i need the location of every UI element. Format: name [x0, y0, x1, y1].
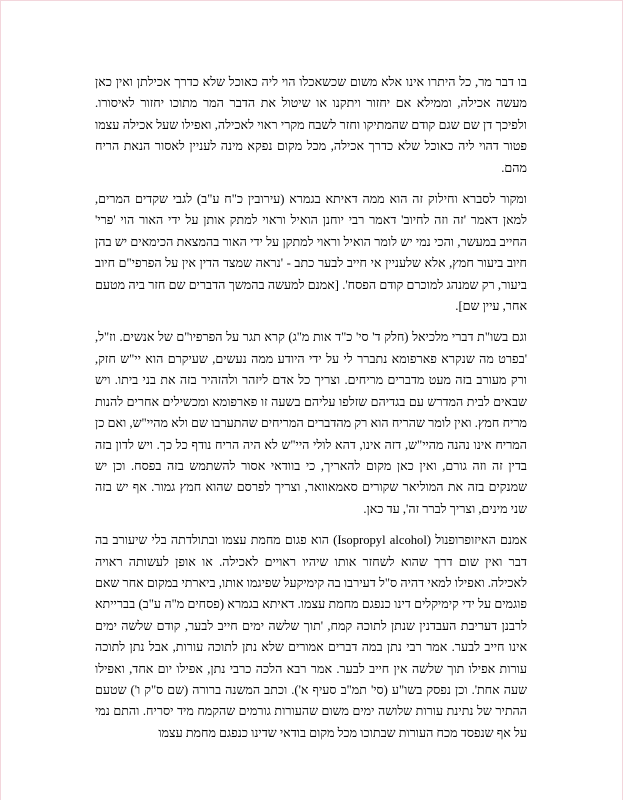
- text-line: אמורים שלא נתן לתוכה עורות, אבל נתן לתוכה עורות אפילו תוך שלשה אין חייב לבער. אמר רבא: [95, 640, 527, 676]
- text-line: כנפגם מחמת עצמו. דאיתא בגמרא (פסחים מ"ה ע"ב) בברייתא לרבנן דעריבת העבדנין שנתן לתוכה: [95, 597, 527, 633]
- text-line: קמח, 'תוך שלשה ימים חייב לבער, קודם שלשה ימים אינו חייב לבער. אמר רבי נתן במה דברים: [95, 618, 527, 655]
- text-line: דהיה ס"ל דעירבו בה קימיקעל שפיגמו אותו, ביארתי במקום אחר שאם פוגמים על ידי קימיקלים דינו: [95, 575, 527, 612]
- paragraph-4: [95, 530, 527, 744]
- text-line: יסריח. והתם נמי על אף שנפסד מכח העורות שבתוכו מכל מקום בודאי שדינו כנפגם מחמת עצמו: [95, 704, 527, 740]
- text-line: מה שנקרא פארפומא נתברר לי על ידי היודע ממה נעשים, שעיקרם הוא יי"ש חזק, ורק מעורב בזה: [95, 351, 527, 388]
- text-line: שום דרך שהוא לשחזר אותו שיהיו ראויים לאכילה. או אופן לעשותה ראויה לאכילה. ואפילו למאי: [95, 554, 527, 590]
- text-line: 'זה וזה לחיוב' דאמר רבי יוחנן הואיל וראוי למתק אותן על ידי האור הוי 'פרי' החייב במעשר, והכי נמי: [95, 213, 527, 249]
- text-line: לולי היי"ש לא היה הריח נודף כל כך. ויש לדון בזה בדין זה וזה גורם, ואין כאן מקום להאריך, כי: [95, 437, 527, 473]
- paragraph-3: [95, 327, 527, 520]
- text-line: [אמנם למעשה בהמשך הדברים שם חזר ביה מטעם אחר, עיין שם].: [95, 277, 527, 314]
- text-line: שהוא חמץ גמור. אף יש בזה שני מינים, וצריך לברר זה', עד כאן.: [95, 480, 527, 516]
- text-line: בגדיהם שזלפו עליהם בשעה זו פארפומא ומכשילים אחרים להנות מריח חמץ. ואין לומר שהריח הוא: [95, 394, 528, 431]
- page-border-top: [0, 0, 623, 1]
- text-line: בו דבר מר, כל היתרו אינו אלא משום שכשאכלו הוי ליה כאוכל שלא כדרך אכילתן ואין כאן מעשה: [95, 75, 528, 111]
- document-body: [95, 72, 527, 744]
- page-border-left: [0, 0, 1, 800]
- text-line: אי חייב לבער כתב - 'נראה שמצד הדין אין על הפרפי"ם חיוב ביעור, רק שמנהג למוכרם קודם הפסח'.: [95, 256, 527, 292]
- paragraph-1: [95, 72, 527, 179]
- paragraph-2: [95, 189, 527, 317]
- text-line: מעט מדברים מריחים. וצריך כל אדם ליזהר ולהזהיר בזה את בני ביתו. ויש שבאים לבית המדרש עם: [95, 373, 527, 409]
- text-line: אכילה, וממילא אם יחזור ויתקנו או שיטול את הדבר המר מתוכו יחזור לאיסורו. ולפיכך דן שם שגם: [95, 96, 527, 132]
- text-line: ומקור לסברא וחילוק זה הוא ממה דאיתא בגמרא (עירובין כ"ח ע"ב) לגבי שקדים המרים, למאן דאמר: [95, 192, 527, 228]
- text-line: הלכה כרבי נתן, אפילו יום אחד, ואפילו שעה אחת'. וכן נפסק בשו"ע (סי' תמ"ב סעיף א'). וכתב המשנה: [95, 661, 527, 697]
- text-line: רק מהדברים המריחים שהתערבו שם ולא מהיי"ש, ואם כן המריח אינו נהנה מהיי"ש, דזה אינו, דהא: [95, 416, 528, 452]
- text-line: וגם בשו"ת דברי מלכיאל (חלק ד' סי' כ"ד אות מ"ג) קרא תגר על הפרפיו"ם של אנשים. וז"ל, 'בפרט: [95, 330, 527, 366]
- text-line: בוודאי אסור להשתמש בזה בפסח. וכן יש שמנקים בזה את המוליאר שקורים סאמאוואר, וצריך לפרסם: [95, 458, 528, 495]
- text-line: כדרך אכילה, מכל מקום נפקא מינה לעניין לאסור הנאת הריח מהם.: [95, 139, 527, 175]
- paragraph-gap: [95, 179, 527, 189]
- paragraph-gap: [95, 520, 527, 530]
- text-line: יש לומר הואיל וראוי למתקן על ידי האור בהמצאת הכימאים יש בהן חיוב ביעור חמץ, אלא שלעניין: [95, 234, 527, 271]
- paragraph-gap: [95, 317, 527, 327]
- text-line: אמנם האיזופרופנול (Isopropyl alcohol) הוא פגום מחמת עצמו ובתולדתה בלי שיעורב בה דבר ואין: [95, 533, 527, 569]
- text-line: קודם שהמתיקו וחזר לשבח מקרי ראוי לאכילה, ואפילו שעל אכילה עצמו פטור דהוי ליה כאוכל שלא: [95, 117, 527, 154]
- text-line: ברורה (שם ס"ק ו') שטעם ההתיר של נתינת עורות שלושה ימים משום שהעורות גורמים שהקמח מיד: [95, 682, 527, 719]
